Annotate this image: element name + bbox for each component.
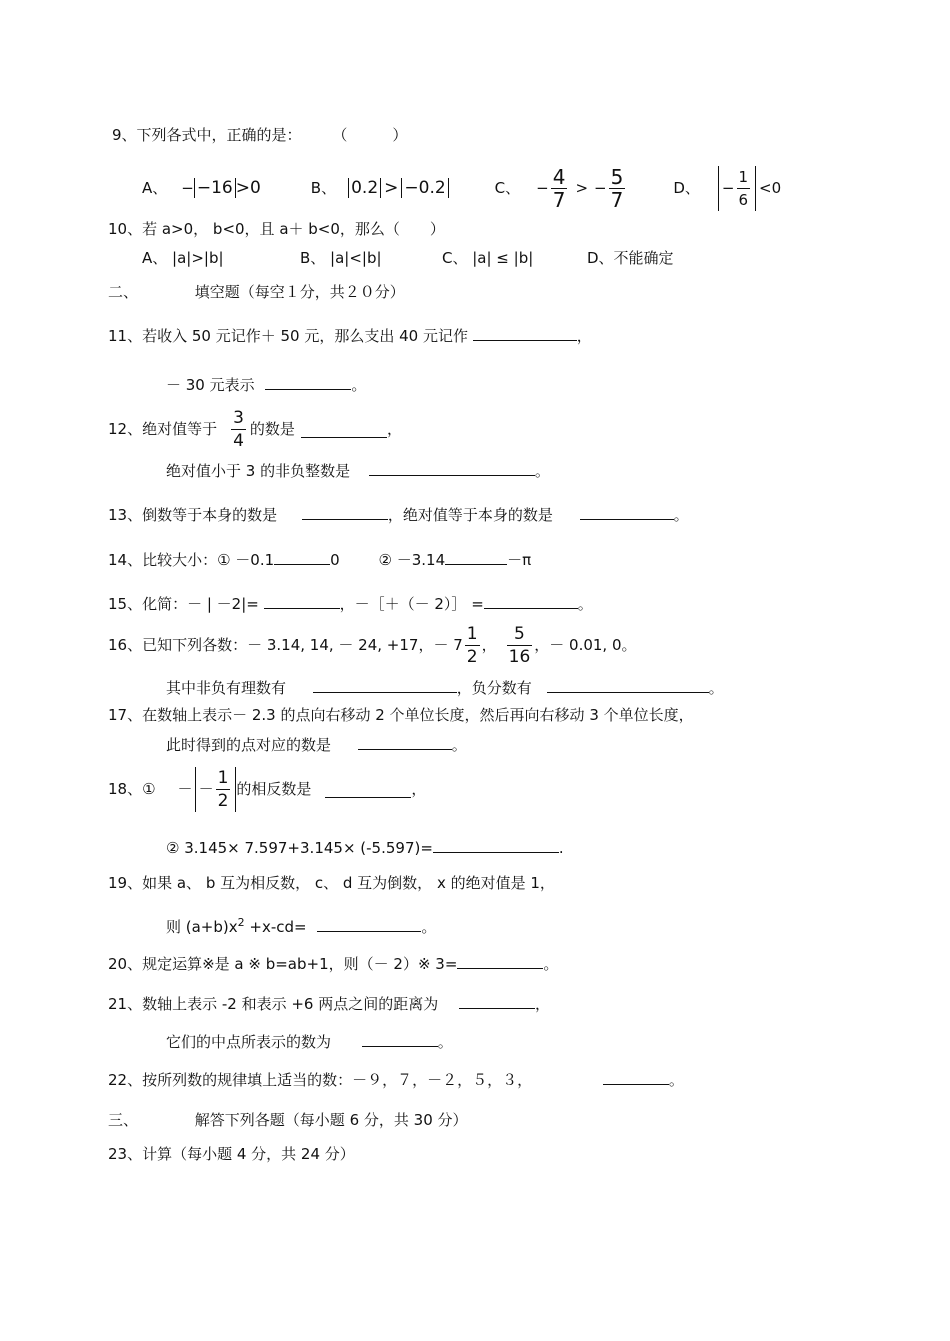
q15-line: 15、化简：－ | －2|= ，－［＋（－ 2）］ = 。 bbox=[108, 592, 593, 614]
section-three-heading: 三、 解答下列各题（每小题 6 分，共 30 分） bbox=[108, 1111, 468, 1129]
answer-blank[interactable] bbox=[301, 421, 387, 438]
q10-option-c: C、 |a| ≤ |b| bbox=[442, 249, 534, 267]
q21-line1: 21、数轴上表示 -2 和表示 +6 两点之间的距离为 ， bbox=[108, 992, 550, 1014]
q17-line1: 17、在数轴上表示－ 2.3 的点向右移动 2 个单位长度，然后再向右移动 3 个单位长度， bbox=[108, 706, 694, 724]
q9-option-d: D、 − $\frac{1}{6}$ <0 bbox=[673, 167, 782, 209]
answer-blank[interactable] bbox=[274, 548, 330, 565]
abs-bars: −16 bbox=[194, 178, 236, 198]
answer-blank[interactable] bbox=[473, 324, 577, 341]
answer-blank[interactable] bbox=[369, 459, 535, 476]
answer-blank[interactable] bbox=[325, 781, 411, 798]
q16-line2: 其中非负有理数有 ，负分数有 。 bbox=[166, 676, 724, 698]
q10-option-a: A、 |a|>|b| bbox=[142, 249, 224, 267]
answer-blank[interactable] bbox=[433, 836, 559, 853]
q18-line2: ② 3.145× 7.597+3.145× (-5.597)= . bbox=[166, 836, 564, 858]
fraction: $\frac{5}{7}$ bbox=[610, 164, 624, 212]
fraction: $\frac{1}{2}$ bbox=[466, 623, 478, 667]
q10-option-b: B、 |a|<|b| bbox=[300, 249, 382, 267]
q9-paren: （ ） bbox=[332, 126, 408, 144]
fraction: $\frac{4}{7}$ bbox=[552, 164, 566, 212]
q20-line: 20、规定运算※是 a ※ b=ab+1，则（－ 2）※ 3= 。 bbox=[108, 952, 558, 974]
answer-blank[interactable] bbox=[265, 373, 351, 390]
q17-line2: 此时得到的点对应的数是 。 bbox=[166, 733, 467, 755]
answer-blank[interactable] bbox=[457, 952, 543, 969]
answer-blank[interactable] bbox=[362, 1030, 438, 1047]
answer-blank[interactable] bbox=[603, 1068, 669, 1085]
answer-blank[interactable] bbox=[445, 548, 507, 565]
abs-bars: － $\frac{1}{2}$ bbox=[195, 767, 237, 812]
q9-stem: 9、下列各式中，正确的是： bbox=[112, 126, 302, 144]
q14-line: 14、比较大小：① －0.1 0 ② －3.14 －π bbox=[108, 548, 531, 570]
answer-blank[interactable] bbox=[302, 503, 388, 520]
fraction: $\frac{3}{4}$ bbox=[233, 407, 244, 451]
fraction: $\frac{5}{16}$ bbox=[508, 623, 531, 667]
q12-line1: 12、绝对值等于 $\frac{3}{4}$ 的数是 ， bbox=[108, 407, 402, 451]
q9-option-c: C、 − $\frac{4}{7}$ > − $\frac{5}{7}$ bbox=[494, 164, 624, 212]
section-two-heading: 二、 填空题（每空１分，共２０分） bbox=[108, 283, 405, 301]
q12-line2: 绝对值小于 3 的非负整数是 。 bbox=[166, 459, 550, 481]
fraction: $\frac{1}{6}$ bbox=[738, 167, 749, 209]
q22-line: 22、按所列数的规律填上适当的数：－９，７，－２，５，３， 。 bbox=[108, 1068, 684, 1090]
abs-bars: − $\frac{1}{6}$ bbox=[718, 166, 756, 211]
q13-line: 13、倒数等于本身的数是 ，绝对值等于本身的数是 。 bbox=[108, 503, 689, 525]
q21-line2: 它们的中点所表示的数为 。 bbox=[166, 1030, 453, 1052]
q19-line1: 19、如果 a、 b 互为相反数， c、 d 互为倒数， x 的绝对值是 1， bbox=[108, 874, 555, 892]
answer-blank[interactable] bbox=[264, 592, 340, 609]
answer-blank[interactable] bbox=[358, 733, 452, 750]
q11-line1: 11、若收入 50 元记作＋ 50 元，那么支出 40 元记作 ， bbox=[108, 324, 592, 346]
fraction: $\frac{1}{2}$ bbox=[217, 767, 229, 811]
answer-blank[interactable] bbox=[484, 592, 578, 609]
q19-line2: 则 $(a+b)x^2 +x-cd=$ 。 bbox=[166, 916, 437, 936]
answer-blank[interactable] bbox=[580, 503, 674, 520]
q9-options bbox=[142, 163, 781, 213]
q18-line1: 18、① － － $\frac{1}{2}$ 的相反数是 ， bbox=[108, 767, 427, 811]
q11-line2: － 30 元表示 。 bbox=[166, 373, 366, 395]
q16-line1: 16、已知下列各数：－ 3.14, 14, － 24, +17，－ 7 $\frac{1}{2}$ ， $\frac{5}{16}$ ，－ 0.01, 0。 bbox=[108, 623, 637, 667]
answer-blank[interactable] bbox=[313, 676, 457, 693]
answer-blank[interactable] bbox=[547, 676, 709, 693]
q23-line: 23、计算（每小题 4 分，共 24 分） bbox=[108, 1145, 355, 1163]
q9-option-b: B、 0.2 > −0.2 bbox=[311, 178, 449, 198]
q10-option-d: D、不能确定 bbox=[587, 249, 674, 267]
answer-blank[interactable] bbox=[317, 915, 421, 932]
q10-stem: 10、若 a>0， b<0，且 a＋ b<0，那么（ ） bbox=[108, 220, 445, 238]
answer-blank[interactable] bbox=[459, 992, 535, 1009]
q9-stem-line bbox=[112, 125, 407, 145]
q9-option-a: A、 − −16 >0 bbox=[142, 178, 261, 198]
